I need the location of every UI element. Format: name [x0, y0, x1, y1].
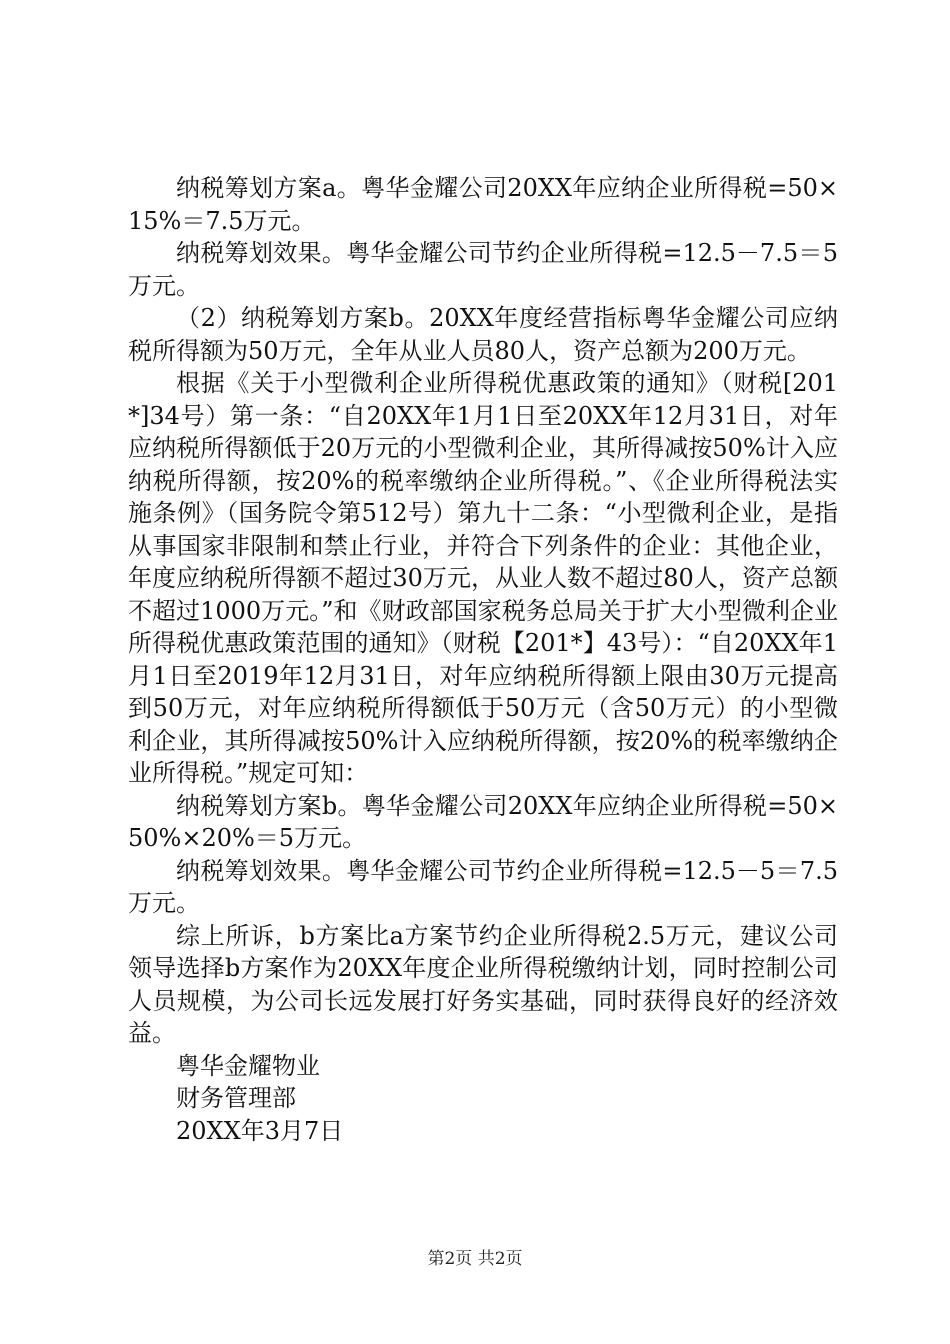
- paragraph-plan-b-intro: （2）纳税筹划方案b。20XX年度经营指标粤华金耀公司应纳税所得额为50万元，全年从业人员80人，资产总额为200万元。: [128, 304, 838, 365]
- signature-dept: 财务管理部: [176, 1084, 296, 1112]
- page-number-footer: 第2页 共2页: [427, 1249, 523, 1269]
- paragraph-effect-b: 纳税筹划效果。粤华金耀公司节约企业所得税=12.5－5＝7.5万元。: [128, 856, 838, 917]
- paragraph-effect-a: 纳税筹划效果。粤华金耀公司节约企业所得税=12.5－7.5＝5万元。: [128, 239, 838, 300]
- signature-org: 粤华金耀物业: [176, 1051, 320, 1080]
- paragraph-policy-basis: 根据《关于小型微利企业所得税优惠政策的通知》（财税[201*]34号）第一条：“自20XX年1月1日至20XX年12月31日，对年应纳税所得额低于20万元的小型微利企业，其所得减按50%计入应纳税所得额，按20%的税率缴纳企业所得税。”、《企业所得税法实施条例》（国务院令第512号）第九十二条：“小型微利企业，是指从事国家非限制和禁止行业，并符合下列条件的企业：其他企业，年度应纳税所得额不超过30万元，从业人数不超过80人，资产总额不超过1000万元。”和《财政部国家税务总局关于扩大小型微利企业所得税优惠政策范围的通知》（财税【201*】43号）：“自20XX年1月1日至2019年12月31日，对年应纳税所得额上限由30万元提高到50万元，对年应纳税所得额低于50万元（含50万元）的小型微利企业，其所得减按50%计入应纳税所得额，按20%的税率缴纳企业所得税。”规定可知：: [128, 369, 838, 787]
- signature-date: 20XX年3月7日: [176, 1116, 344, 1145]
- document-body: [128, 172, 838, 1147]
- paragraph-conclusion: 综上所诉，b方案比a方案节约企业所得税2.5万元，建议公司领导选择b方案作为20XX年度企业所得税缴纳计划，同时控制公司人员规模，为公司长远发展打好务实基础，同时获得良好的经济效益。: [128, 921, 838, 1047]
- paragraph-plan-a: 纳税筹划方案a。粤华金耀公司20XX年应纳企业所得税=50×15%＝7.5万元。: [128, 174, 838, 235]
- paragraph-plan-b: 纳税筹划方案b。粤华金耀公司20XX年应纳企业所得税=50×50%×20%＝5万元。: [128, 791, 838, 852]
